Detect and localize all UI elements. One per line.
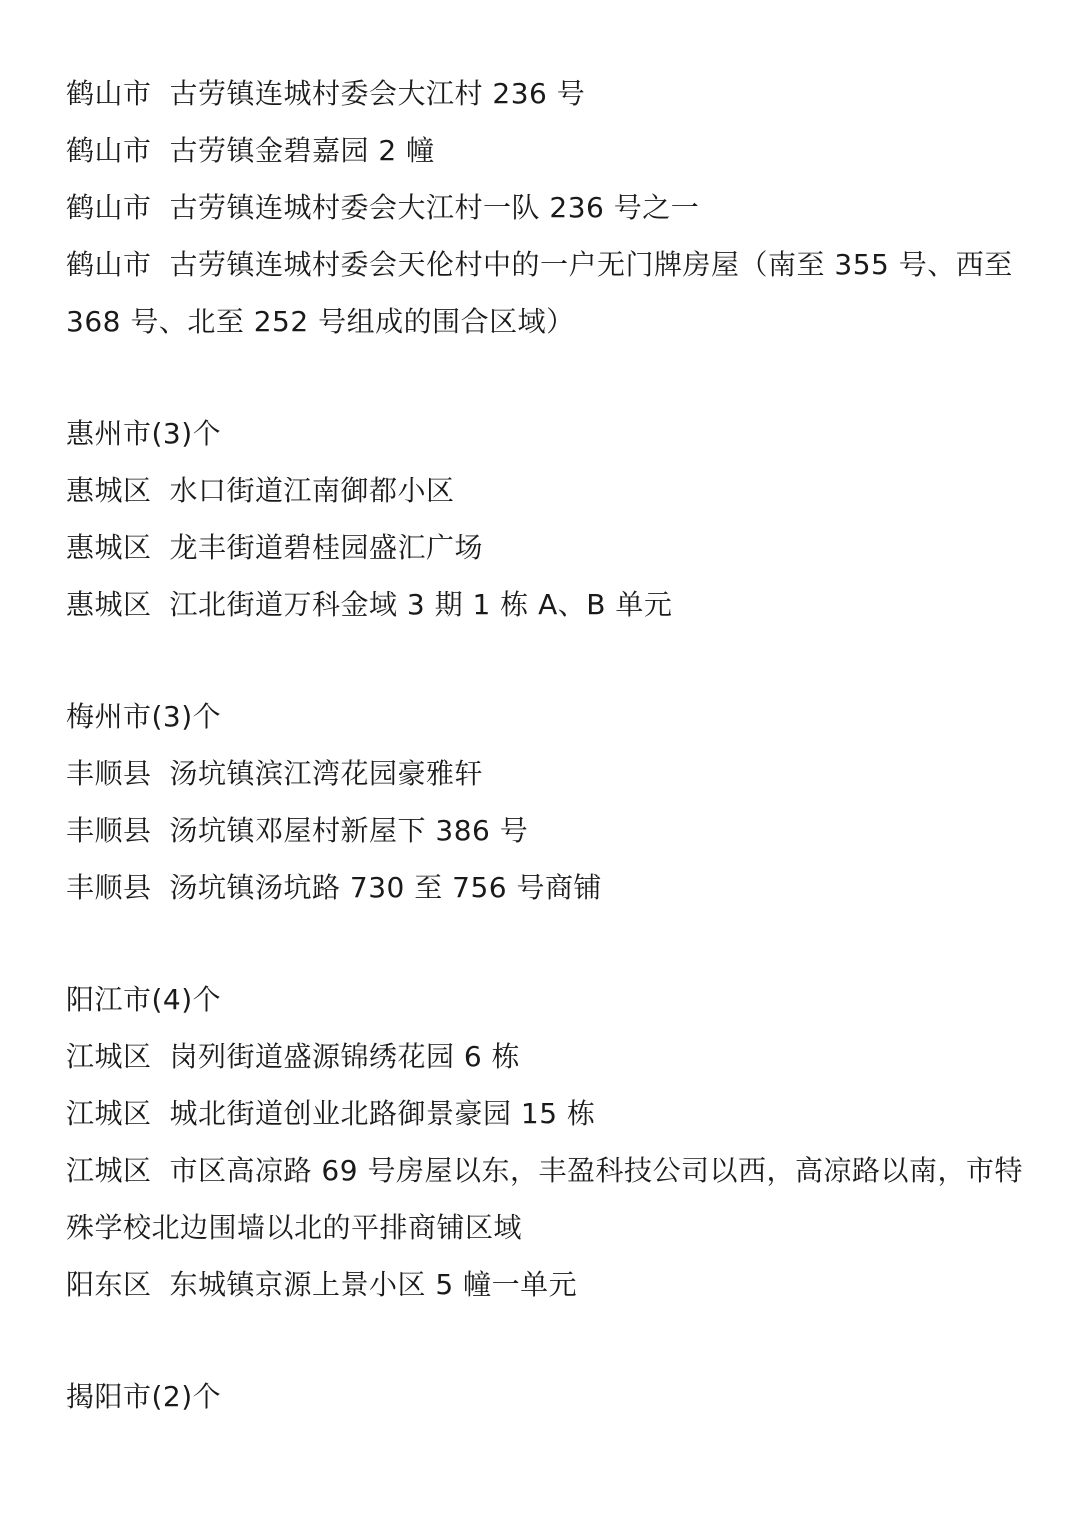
- district-label: 江城区: [66, 1097, 152, 1130]
- district-label: 阳东区: [66, 1268, 152, 1301]
- address-text: 龙丰街道碧桂园盛汇广场: [169, 531, 484, 564]
- list-item: [66, 74, 1026, 114]
- district-label: 丰顺县: [66, 814, 152, 847]
- address-text: 古劳镇连城村委会大江村 236 号: [169, 77, 586, 110]
- district-label: 鹤山市: [66, 134, 152, 167]
- section-heading-yangjiang: 阳江市(4)个: [66, 983, 222, 1016]
- district-label: 鹤山市: [66, 248, 152, 281]
- address-text: 古劳镇连城村委会天伦村中的一户无门牌房屋（南至 355 号、西至: [169, 248, 1013, 281]
- address-continuation-text: 368 号、北至 252 号组成的围合区域）: [66, 305, 575, 338]
- list-item-continuation: [66, 1208, 1026, 1248]
- address-continuation-text: 殊学校北边围墙以北的平排商铺区域: [66, 1211, 523, 1244]
- list-item: [66, 1037, 1026, 1077]
- list-item: [66, 528, 1026, 568]
- district-label: 江城区: [66, 1040, 152, 1073]
- address-text: 岗列街道盛源锦绣花园 6 栋: [169, 1040, 521, 1073]
- address-text: 江北街道万科金域 3 期 1 栋 A、B 单元: [169, 588, 673, 621]
- district-label: 惠城区: [66, 588, 152, 621]
- address-text: 古劳镇连城村委会大江村一队 236 号之一: [169, 191, 700, 224]
- list-item: [66, 245, 1026, 285]
- section-heading-meizhou: 梅州市(3)个: [66, 700, 222, 733]
- address-text: 古劳镇金碧嘉园 2 幢: [169, 134, 435, 167]
- district-label: 江城区: [66, 1154, 152, 1187]
- list-item-continuation: [66, 302, 1026, 342]
- district-label: 惠城区: [66, 531, 152, 564]
- district-label: 丰顺县: [66, 757, 152, 790]
- address-text: 汤坑镇汤坑路 730 至 756 号商铺: [169, 871, 603, 904]
- address-text: 东城镇京源上景小区 5 幢一单元: [169, 1268, 578, 1301]
- address-text: 汤坑镇滨江湾花园豪雅轩: [169, 757, 484, 790]
- district-label: 惠城区: [66, 474, 152, 507]
- address-text: 市区高凉路 69 号房屋以东，丰盈科技公司以西，高凉路以南，市特: [169, 1154, 1023, 1187]
- district-label: 丰顺县: [66, 871, 152, 904]
- list-item: [66, 471, 1026, 511]
- list-item: [66, 754, 1026, 794]
- list-item: [66, 868, 1026, 908]
- list-item: [66, 1265, 1026, 1305]
- list-item: [66, 585, 1026, 625]
- list-item: [66, 131, 1026, 171]
- list-item: [66, 1151, 1026, 1191]
- address-text: 水口街道江南御都小区: [169, 474, 455, 507]
- address-text: 城北街道创业北路御景豪园 15 栋: [169, 1097, 596, 1130]
- district-label: 鹤山市: [66, 191, 152, 224]
- list-item: [66, 1094, 1026, 1134]
- section-heading-jieyang: 揭阳市(2)个: [66, 1380, 222, 1413]
- section-heading-huizhou: 惠州市(3)个: [66, 417, 222, 450]
- list-item: [66, 188, 1026, 228]
- district-label: 鹤山市: [66, 77, 152, 110]
- address-text: 汤坑镇邓屋村新屋下 386 号: [169, 814, 529, 847]
- list-item: [66, 811, 1026, 851]
